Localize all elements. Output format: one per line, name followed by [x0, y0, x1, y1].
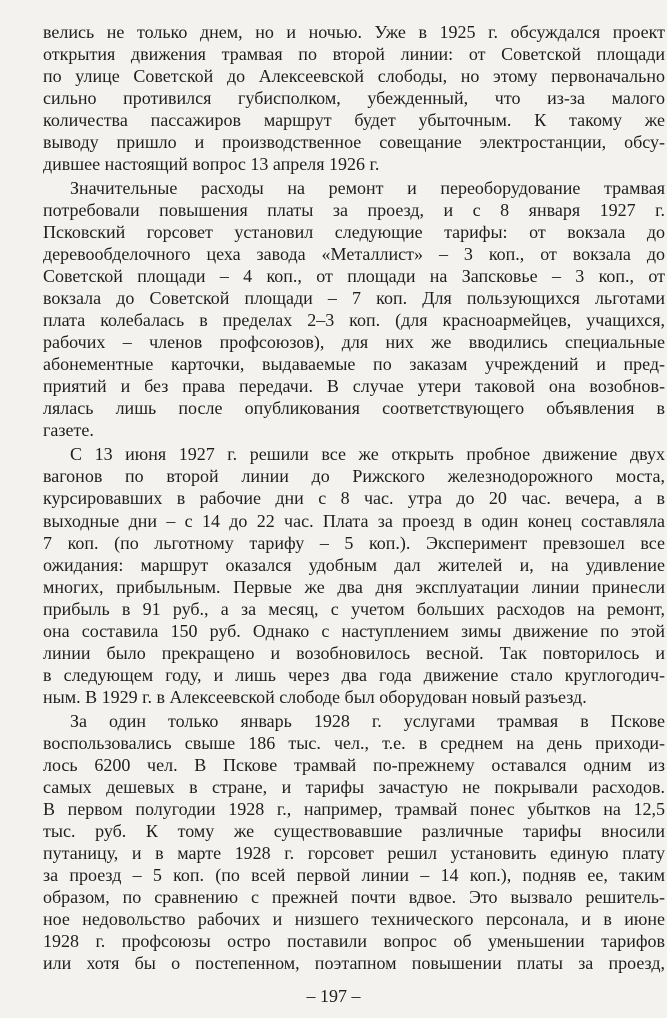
- text-line: курсировавших в рабочие дни с 8 час. утра до 20 час. вечера, а в: [43, 488, 665, 508]
- text-line: выходные дни – с 14 до 22 час. Плата за проезд в один конец составляла: [43, 511, 665, 531]
- text-line: 7 коп. (по льготному тарифу – 5 коп.). Эксперимент превзошел все: [43, 533, 665, 553]
- text-line: За один только январь 1928 г. услугами трамвая в Пскове: [70, 711, 665, 731]
- text-line: Советской площади – 4 коп., от площади на Запсковье – 3 коп., от: [43, 266, 665, 286]
- text-line: абонементные карточки, выдаваемые по заказам учреждений и пред-: [43, 354, 665, 374]
- text-line: С 13 июня 1927 г. решили все же открыть пробное движение двух: [70, 444, 665, 464]
- text-line: открытия движения трамвая по второй линии: от Советской площади: [43, 44, 665, 64]
- text-line: вокзала до Советской площади – 7 коп. Для пользующихся льготами: [43, 288, 665, 308]
- text-line: деревообделочного цеха завода «Металлист» – 3 коп., от вокзала до: [43, 244, 665, 264]
- text-line: образом, по сравнению с прежней почти вдвое. Это вызвало решитель-: [43, 887, 665, 907]
- text-line: Значительные расходы на ремонт и переоборудование трамвая: [70, 178, 665, 198]
- text-line: В первом полугодии 1928 г., например, трамвай понес убытков на 12,5: [43, 799, 665, 819]
- text-line: ожидания: маршрут оказался удобным дал жителей и, на удивление: [43, 555, 665, 575]
- text-line: сильно противился губисполком, убежденный, что из-за малого: [43, 88, 665, 108]
- text-line: ным. В 1929 г. в Алексеевской слободе был оборудован новый разъезд.: [43, 687, 587, 707]
- text-line: линии было прекращено и возобновилось весной. Так повторилось и: [43, 643, 665, 663]
- text-line: в следующем году, и лишь через два года движение стало круглогодич-: [43, 665, 665, 685]
- text-line: лось 6200 чел. В Пскове трамвай по-прежнему оставался одним из: [43, 755, 665, 775]
- text-line: тыс. руб. К тому же существовавшие различные тарифы вносили: [43, 821, 665, 841]
- text-line: воспользовались свыше 186 тыс. чел., т.е. в среднем на день приходи-: [43, 733, 665, 753]
- text-line: велись не только днем, но и ночью. Уже в 1925 г. обсуждался проект: [43, 22, 665, 42]
- text-line: многих, прибыльным. Первые же два дня эксплуатации линии принесли: [43, 577, 665, 597]
- text-line: газете.: [43, 420, 94, 440]
- text-line: вагонов по второй линии до Рижского железнодорожного моста,: [43, 466, 665, 486]
- text-line: плата колебалась в пределах 2–3 коп. (для красноармейцев, учащихся,: [43, 310, 665, 330]
- text-line: рабочих – членов профсоюзов), для них же вводились специальные: [43, 332, 665, 352]
- text-line: приятий и без права передачи. В случае утери таковой она возобнов-: [43, 376, 665, 396]
- text-line: Псковский горсовет установил следующие тарифы: от вокзала до: [43, 222, 665, 242]
- page-number: – 197 –: [306, 986, 361, 1006]
- text-line: 1928 г. профсоюзы остро поставили вопрос об уменьшении тарифов: [43, 931, 665, 951]
- text-line: самых дешевых в стране, и тарифы зачастую не покрывали расходов.: [43, 777, 665, 797]
- text-line: по улице Советской до Алексеевской слободы, но этому первоначально: [43, 66, 665, 86]
- text-line: путаницу, и в марте 1928 г. горсовет решил установить единую плату: [43, 843, 665, 863]
- text-line: выводу пришло и производственное совещание электростанции, обсу-: [43, 132, 665, 152]
- text-line: она составила 150 руб. Однако с наступлением зимы движение по этой: [43, 621, 665, 641]
- text-line: или хотя бы о постепенном, поэтапном повышении платы за проезд,: [43, 953, 665, 973]
- text-line: прибыль в 91 руб., а за месяц, с учетом больших расходов на ремонт,: [43, 599, 665, 619]
- text-line: лялась лишь после опубликования соответствующего объявления в: [43, 398, 665, 418]
- text-line: за проезд – 5 коп. (по всей первой линии – 14 коп.), подняв ее, таким: [43, 865, 665, 885]
- text-line: количества пассажиров маршрут будет убыточным. К такому же: [43, 110, 665, 130]
- text-line: дившее настоящий вопрос 13 апреля 1926 г.: [43, 154, 380, 174]
- text-line: потребовали повышения платы за проезд, и с 8 января 1927 г.: [43, 200, 665, 220]
- text-line: ное недовольство рабочих и низшего технического персонала, и в июне: [43, 909, 665, 929]
